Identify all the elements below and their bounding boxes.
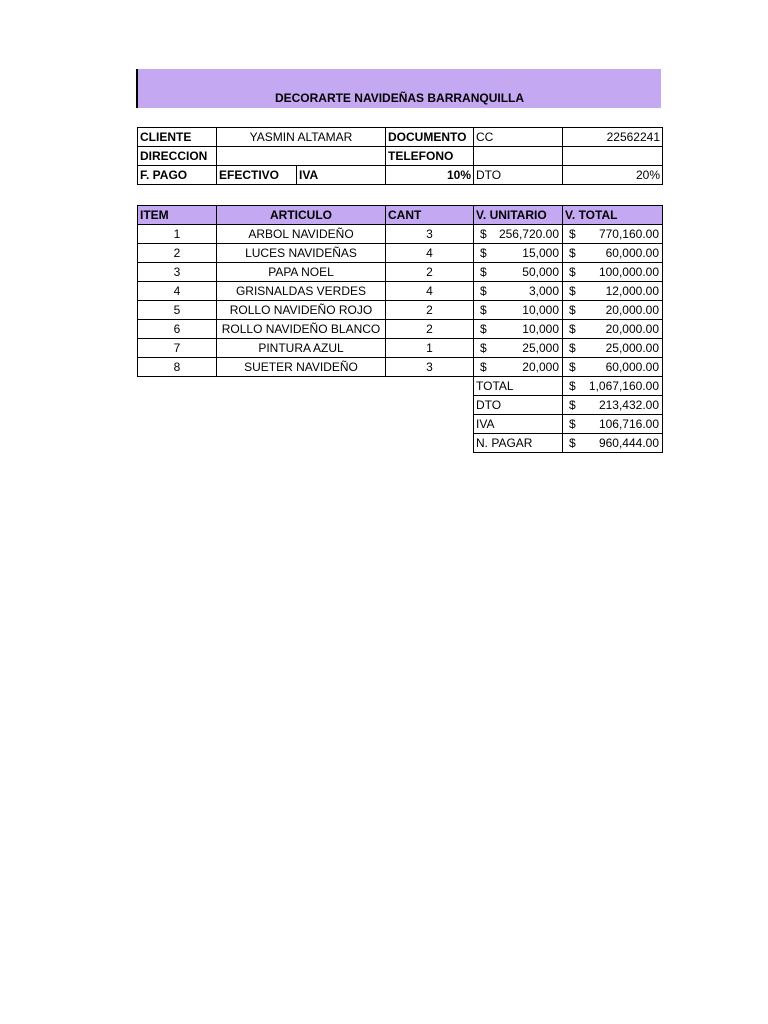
- blank-cell: [138, 396, 217, 415]
- table-row: [138, 263, 663, 282]
- unitario-cell-amount: 50,000: [522, 265, 559, 279]
- currency-symbol: $: [569, 265, 576, 279]
- currency-symbol: $: [569, 436, 576, 450]
- item-number-cell[interactable]: 2: [138, 244, 217, 263]
- summary-label: TOTAL: [474, 377, 563, 396]
- unitario-cell-amount: 25,000: [522, 341, 559, 355]
- cliente-value[interactable]: YASMIN ALTAMAR: [217, 128, 386, 147]
- cliente-label: CLIENTE: [138, 128, 217, 147]
- unitario-cell[interactable]: [474, 358, 563, 377]
- articulo-cell[interactable]: GRISNALDAS VERDES: [217, 282, 386, 301]
- total-cell[interactable]: [563, 263, 663, 282]
- summary-amount: 106,716.00: [598, 417, 659, 431]
- dto-value[interactable]: 20%: [563, 166, 663, 185]
- unitario-cell[interactable]: [474, 301, 563, 320]
- item-number-cell[interactable]: 5: [138, 301, 217, 320]
- blank-cell: [217, 415, 386, 434]
- item-number-cell[interactable]: 8: [138, 358, 217, 377]
- title-banner: [136, 69, 661, 108]
- summary-amount: 960,444.00: [598, 436, 659, 450]
- cant-cell[interactable]: 1: [386, 339, 474, 358]
- blank-cell: [217, 396, 386, 415]
- blank-cell: [138, 415, 217, 434]
- total-cell[interactable]: [563, 244, 663, 263]
- total-cell-amount: 60,000.00: [605, 246, 659, 260]
- header-cant: CANT: [386, 206, 474, 225]
- blank-cell: [138, 377, 217, 396]
- cant-cell[interactable]: 3: [386, 225, 474, 244]
- unitario-cell[interactable]: [474, 263, 563, 282]
- summary-value[interactable]: [563, 434, 663, 453]
- header-unitario: V. UNITARIO: [474, 206, 563, 225]
- blank-cell: [386, 415, 474, 434]
- total-cell-amount: 100,000.00: [598, 265, 659, 279]
- currency-symbol: $: [569, 227, 576, 241]
- cant-cell[interactable]: 3: [386, 358, 474, 377]
- blank-cell: [217, 377, 386, 396]
- unitario-cell[interactable]: [474, 244, 563, 263]
- summary-amount: 1,067,160.00: [588, 379, 659, 393]
- currency-symbol: $: [569, 284, 576, 298]
- table-row: [138, 320, 663, 339]
- summary-value[interactable]: [563, 415, 663, 434]
- iva-label: IVA: [297, 166, 386, 185]
- direccion-row: [138, 147, 663, 166]
- telefono-value[interactable]: [474, 147, 563, 166]
- telefono-label: TELEFONO: [386, 147, 474, 166]
- total-cell-amount: 20,000.00: [605, 303, 659, 317]
- articulo-cell[interactable]: PINTURA AZUL: [217, 339, 386, 358]
- items-header-row: [138, 206, 663, 225]
- articulo-cell[interactable]: SUETER NAVIDEÑO: [217, 358, 386, 377]
- item-number-cell[interactable]: 7: [138, 339, 217, 358]
- table-row: [138, 301, 663, 320]
- table-row: [138, 244, 663, 263]
- currency-symbol: $: [480, 246, 487, 260]
- unitario-cell[interactable]: [474, 339, 563, 358]
- blank-cell: [386, 396, 474, 415]
- currency-symbol: $: [480, 227, 487, 241]
- currency-symbol: $: [569, 360, 576, 374]
- pago-label: F. PAGO: [138, 166, 217, 185]
- item-number-cell[interactable]: 4: [138, 282, 217, 301]
- iva-value[interactable]: 10%: [386, 166, 474, 185]
- client-info-table: [137, 127, 663, 185]
- unitario-cell-amount: 256,720.00: [498, 227, 559, 241]
- unitario-cell-amount: 3,000: [528, 284, 559, 298]
- summary-label: IVA: [474, 415, 563, 434]
- item-number-cell[interactable]: 6: [138, 320, 217, 339]
- unitario-cell-amount: 10,000: [522, 322, 559, 336]
- unitario-cell-amount: 20,000: [522, 360, 559, 374]
- summary-row: [138, 415, 663, 434]
- currency-symbol: $: [569, 341, 576, 355]
- header-articulo: ARTICULO: [217, 206, 386, 225]
- cant-cell[interactable]: 2: [386, 320, 474, 339]
- currency-symbol: $: [569, 417, 576, 431]
- articulo-cell[interactable]: PAPA NOEL: [217, 263, 386, 282]
- blank-cell: [386, 434, 474, 453]
- table-row: [138, 282, 663, 301]
- table-row: [138, 358, 663, 377]
- currency-symbol: $: [569, 322, 576, 336]
- unitario-cell[interactable]: [474, 282, 563, 301]
- currency-symbol: $: [569, 303, 576, 317]
- total-cell[interactable]: [563, 225, 663, 244]
- total-cell-amount: 770,160.00: [598, 227, 659, 241]
- articulo-cell[interactable]: ROLLO NAVIDEÑO BLANCO: [217, 320, 386, 339]
- documento-number[interactable]: 22562241: [563, 128, 663, 147]
- total-cell-amount: 25,000.00: [605, 341, 659, 355]
- unitario-cell[interactable]: [474, 320, 563, 339]
- direccion-label: DIRECCION: [138, 147, 217, 166]
- item-number-cell[interactable]: 3: [138, 263, 217, 282]
- total-cell[interactable]: [563, 282, 663, 301]
- table-row: [138, 225, 663, 244]
- total-cell-amount: 20,000.00: [605, 322, 659, 336]
- cant-cell[interactable]: 2: [386, 301, 474, 320]
- currency-symbol: $: [480, 322, 487, 336]
- blank-cell: [386, 377, 474, 396]
- total-cell-amount: 60,000.00: [605, 360, 659, 374]
- summary-value[interactable]: [563, 377, 663, 396]
- cliente-row: [138, 128, 663, 147]
- pago-row: [138, 166, 663, 185]
- cant-cell[interactable]: 4: [386, 244, 474, 263]
- dto-label: DTO: [474, 166, 563, 185]
- unitario-cell[interactable]: [474, 225, 563, 244]
- page-title: DECORARTE NAVIDEÑAS BARRANQUILLA: [274, 91, 525, 105]
- cant-cell[interactable]: 4: [386, 282, 474, 301]
- documento-type[interactable]: CC: [474, 128, 563, 147]
- currency-symbol: $: [480, 303, 487, 317]
- summary-row: [138, 377, 663, 396]
- currency-symbol: $: [569, 246, 576, 260]
- total-cell-amount: 12,000.00: [605, 284, 659, 298]
- header-total: V. TOTAL: [563, 206, 663, 225]
- total-cell[interactable]: [563, 339, 663, 358]
- pago-value[interactable]: EFECTIVO: [217, 166, 297, 185]
- articulo-cell[interactable]: ARBOL NAVIDEÑO: [217, 225, 386, 244]
- currency-symbol: $: [480, 284, 487, 298]
- documento-label: DOCUMENTO: [386, 128, 474, 147]
- currency-symbol: $: [480, 265, 487, 279]
- items-table: [137, 205, 663, 453]
- articulo-cell[interactable]: ROLLO NAVIDEÑO ROJO: [217, 301, 386, 320]
- total-cell[interactable]: [563, 320, 663, 339]
- currency-symbol: $: [480, 360, 487, 374]
- item-number-cell[interactable]: 1: [138, 225, 217, 244]
- summary-label: DTO: [474, 396, 563, 415]
- summary-row: [138, 434, 663, 453]
- direccion-value[interactable]: [217, 147, 386, 166]
- currency-symbol: $: [569, 398, 576, 412]
- currency-symbol: $: [480, 341, 487, 355]
- unitario-cell-amount: 10,000: [522, 303, 559, 317]
- currency-symbol: $: [569, 379, 576, 393]
- cant-cell[interactable]: 2: [386, 263, 474, 282]
- summary-label: N. PAGAR: [474, 434, 563, 453]
- blank-cell: [217, 434, 386, 453]
- table-row: [138, 339, 663, 358]
- total-cell[interactable]: [563, 358, 663, 377]
- telefono-extra[interactable]: [563, 147, 663, 166]
- total-cell[interactable]: [563, 301, 663, 320]
- blank-cell: [138, 434, 217, 453]
- summary-value[interactable]: [563, 396, 663, 415]
- summary-row: [138, 396, 663, 415]
- articulo-cell[interactable]: LUCES NAVIDEÑAS: [217, 244, 386, 263]
- unitario-cell-amount: 15,000: [522, 246, 559, 260]
- summary-amount: 213,432.00: [598, 398, 659, 412]
- header-item: ITEM: [138, 206, 217, 225]
